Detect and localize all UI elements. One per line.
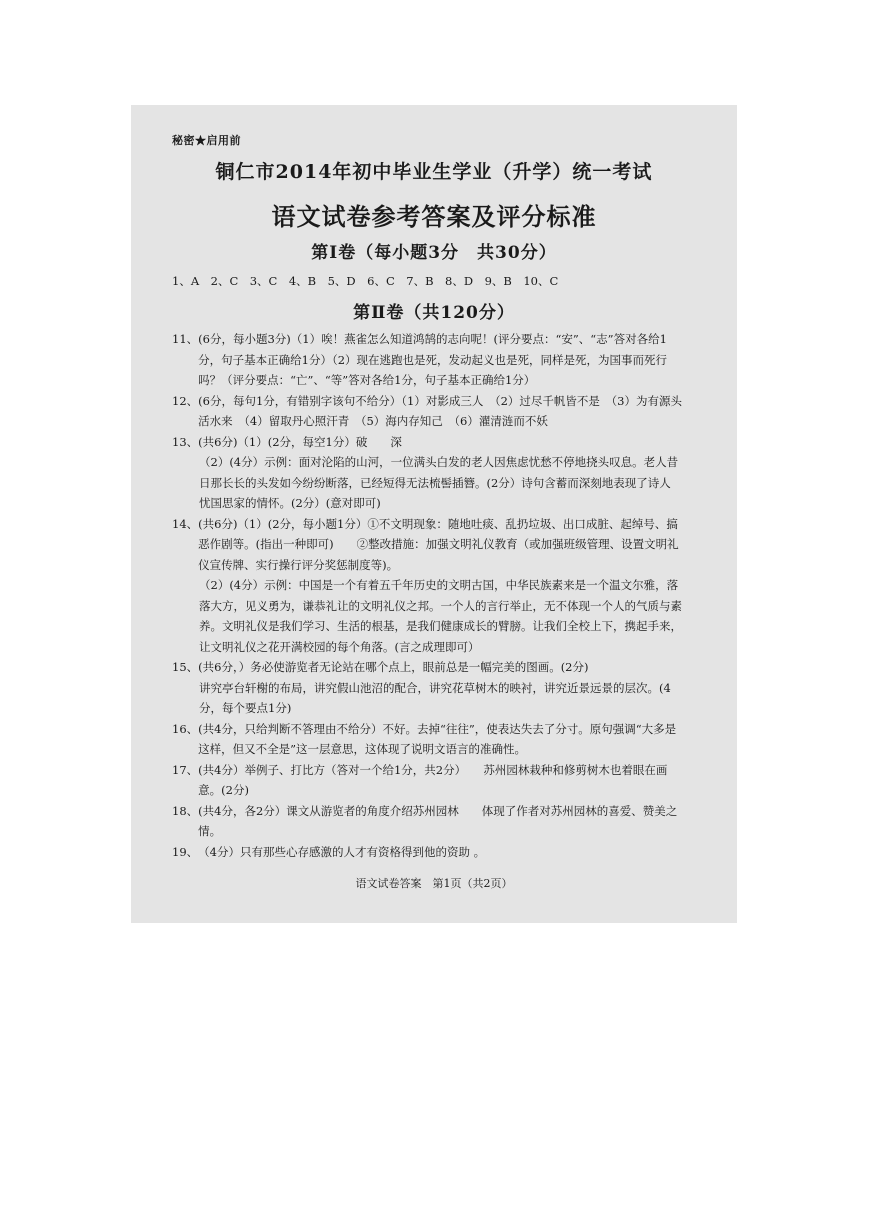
question-number: 12、: [172, 393, 199, 408]
question-13: [172, 432, 682, 453]
question-19: [172, 842, 682, 863]
question-17: [172, 760, 682, 801]
question-answer: (共4分）举例子、打比方（答对一个给1分，共2分） 苏州园林栽种和修剪树木也着眼在画意。(2分): [198, 762, 668, 797]
question-number: 19、: [172, 844, 199, 859]
part1-title: 第Ⅰ卷（每小题3分 共30分）: [311, 243, 557, 263]
part2-answers: [172, 329, 682, 862]
question-16: [172, 719, 682, 760]
exam-title: 铜仁市2014年初中毕业生学业（升学）统一考试: [215, 161, 653, 183]
question-answer: (共6分，）务必使游览者无论站在哪个点上，眼前总是一幅完美的图画。(2分): [198, 660, 589, 674]
part2-title: 第Ⅱ卷（共120分）: [353, 303, 515, 323]
question-12: [172, 391, 682, 432]
question-answer: (共6分)（1）(2分，每空1分）破 深: [198, 434, 402, 449]
question-18: [172, 801, 682, 842]
question-15: [172, 657, 682, 678]
question-answer: (6分，每小题3分)（1）唉！燕雀怎么知道鸿鹄的志向呢！(评分要点：“安”、“志”答对各给1分，句子基本正确给1分）（2）现在逃跑也是死，发动起义也是死，同样是死，为国事而死行吗？（评分要点：“亡”、“等”答对各给1分，句子基本正确给1分）: [198, 332, 668, 387]
part1-answers: 1、A 2、C 3、C 4、B 5、D 6、C 7、B 8、D 9、B 10、C: [172, 274, 559, 288]
question-answer: (6分，每句1分，有错别字该句不给分）（1）对影成三人 （2）过尽千帆皆不是 （3）为有源头活水来 （4）留取丹心照汗青 （5）海内存知己 （6）濯清涟而不妖: [198, 393, 682, 428]
question-answer: （4分）只有那些心存感激的人才有资格得到他的资助 。: [198, 844, 486, 859]
question-answer: (共4分，各2分）课文从游览者的角度介绍苏州园林 体现了作者对苏州园林的喜爱、赞美之情。: [198, 803, 678, 838]
page-footer: 语文试卷答案 第1页（共2页）: [355, 877, 513, 890]
exam-answer-sheet: [131, 105, 737, 923]
question-number: 18、: [172, 803, 199, 818]
question-15-part2: 讲究亭台轩榭的布局，讲究假山池沼的配合，讲究花草树木的映衬，讲究近景远景的层次。(4分，每个要点1分): [199, 680, 671, 715]
question-14: [172, 514, 682, 576]
question-number: 15、: [172, 660, 199, 674]
question-13-part2: （2）(4分）示例：面对沦陷的山河，一位满头白发的老人因焦虑忧愁不停地挠头叹息。老人昔日那长长的头发如今纷纷断落，已经短得无法梳髻插簪。(2分）诗句含蓄而深刻地表现了诗人忧国思家的情怀。(2分）(意对即可): [199, 455, 679, 510]
question-number: 11、: [172, 332, 199, 346]
document-title: 语文试卷参考答案及评分标准: [271, 202, 597, 231]
question-number: 13、: [172, 434, 199, 449]
question-11: [172, 329, 682, 391]
question-answer: (共4分，只给判断不答理由不给分）不好。去掉“往往”，使表达失去了分寸。原句强调“大多是这样，但又不全是”这一层意思，这体现了说明文语言的准确性。: [198, 721, 677, 756]
confidential-label: 秘密★启用前: [172, 134, 241, 147]
question-number: 14、: [172, 516, 199, 531]
question-14-part2: （2）(4分）示例：中国是一个有着五千年历史的文明古国，中华民族素来是一个温文尔雅，落落大方，见义勇为，谦恭礼让的文明礼仪之邦。一个人的言行举止，无不体现一个人的气质与素养。文明礼仪是我们学习、生活的根基，是我们健康成长的臂膀。让我们全校上下，携起手来，让文明礼仪之花开满校园的每个角落。(言之成理即可）: [199, 578, 682, 654]
question-answer: (共6分)（1）(2分，每小题1分）①不文明现象：随地吐痰、乱扔垃圾、出口成脏、起绰号、搞恶作剧等。(指出一种即可) ②整改措施：加强文明礼仪教育（或加强班级管理、设置文明礼仪宣传牌、实行操行评分奖惩制度等)。: [198, 516, 679, 572]
question-number: 16、: [172, 721, 199, 736]
question-number: 17、: [172, 762, 199, 777]
